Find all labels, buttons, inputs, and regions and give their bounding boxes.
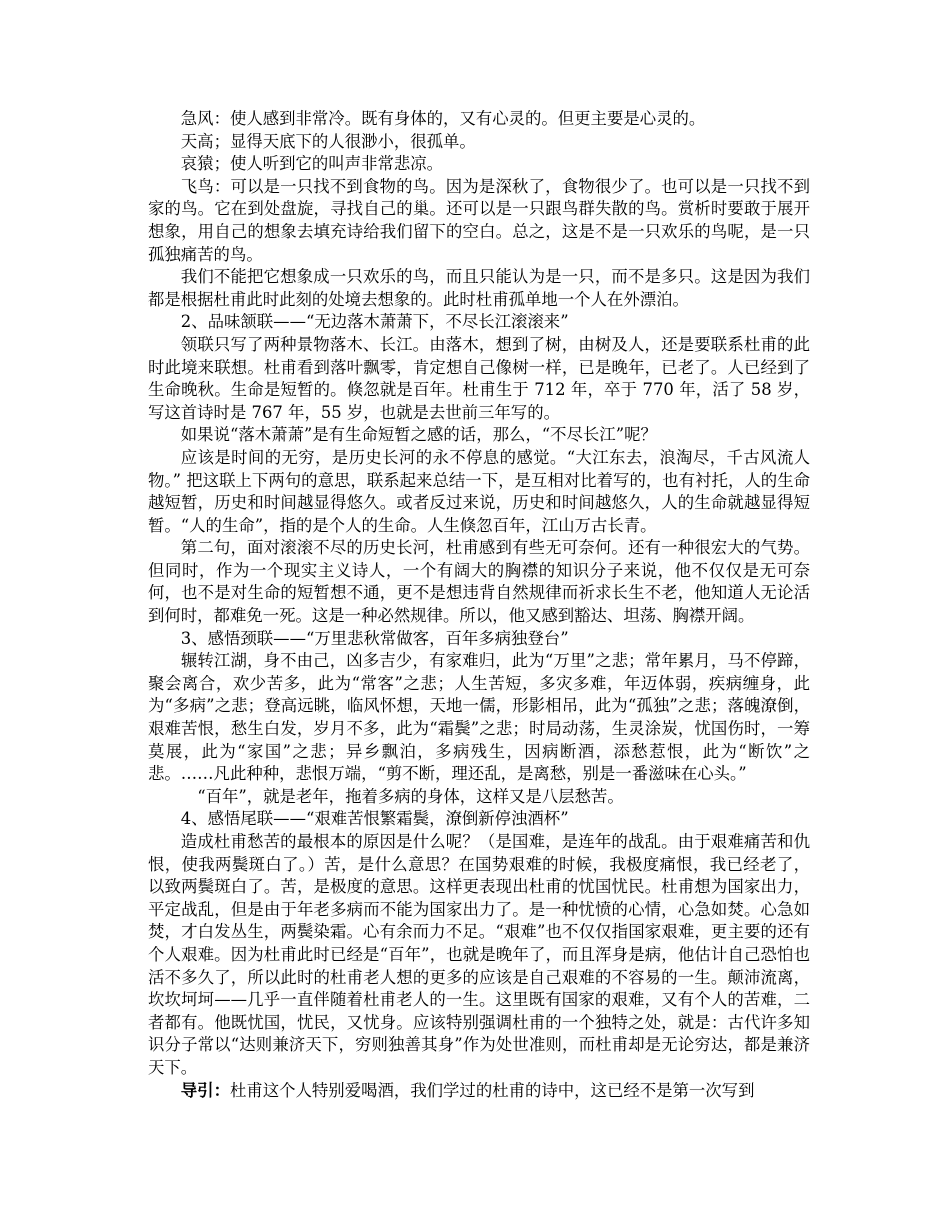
section-heading-jinglian: 3、感悟颈联——“万里悲秋常做客，百年多病独登台” [180, 628, 569, 648]
paragraph-hanlian-analysis: 领联只写了两种景物落木、长江。由落木，想到了树，由树及人，还是要联系杜甫的此时此境来联想。杜甫看到落叶飘零，肯定想自己像树一样，已是晚年，已老了。人已经到了生命晚秋。生命是短暂的。倏忽就是百年。杜甫生于 712 年，卒于 770 年，活了 58 岁，写这首诗时是 767 年，55 岁，也就是去世前三年写的。 [148, 334, 810, 422]
paragraph-fei-niao: 飞鸟：可以是一只找不到食物的鸟。因为是深秋了，食物很少了。也可以是一只找不到家的鸟。它在到处盘旋，寻找自己的巢。还可以是一只跟鸟群失散的鸟。赏析时要敢于展开想象，用自己的想象去填充诗给我们留下的空白。总之，这是不是一只欢乐的鸟呢，是一只孤独痛苦的鸟。 [148, 176, 810, 264]
document-page [148, 108, 810, 1102]
guide-label: 导引： [180, 1080, 230, 1100]
paragraph-jinglian-analysis: 辗转江湖，身不由己，凶多吉少，有家难归，此为“万里”之悲；常年累月，马不停蹄，聚会离合，欢少苦多，此为“常客”之悲；人生苦短，多灾多难，年迈体弱，疾病缠身，此为“多病”之悲；登高远眺，临风怀想，天地一儒，形影相吊，此为“孤独”之悲；落魄潦倒，艰难苦恨，愁生白发，岁月不多，此为“霜鬓”之悲；时局动荡，生灵涂炭，忧国伤时，一筹莫展，此为“家国”之悲；异乡飘泊，多病残生，因病断酒，添愁惹恨，此为“断饮”之悲。……凡此种种，悲恨万端，“剪不断，理还乱，是离愁，别是一番滋味在心头。” [148, 651, 810, 784]
paragraph-bainian: “百年”，就是老年，拖着多病的身体，这样又是八层愁苦。 [197, 786, 624, 806]
paragraph-bird-imagination: 我们不能把它想象成一只欢乐的鸟，而且只能认为是一只，而不是多只。这是因为我们都是根据杜甫此时此刻的处境去想象的。此时杜甫孤单地一个人在外漂泊。 [148, 267, 810, 309]
paragraph-ji-feng: 急风：使人感到非常冷。既有身体的，又有心灵的。但更主要是心灵的。 [180, 109, 706, 128]
paragraph-time-infinite: 应该是时间的无穷，是历史长河的永不停息的感觉。“大江东去，浪淘尽，千古风流人物。” 把这联上下两句的意思，联系起来总结一下，是互相对比着写的，也有衬托，人的生命越短暂，历史和时间越显得悠久。或者反过来说，历史和时间越悠久，人的生命就越显得短暂。“人的生命”，指的是个人的生命。人生倏忽百年，江山万古长青。 [148, 447, 810, 535]
guide-text: 杜甫这个人特别爱喝酒，我们学过的杜甫的诗中，这已经不是第一次写到 [229, 1080, 755, 1100]
paragraph-tian-gao: 天高；显得天底下的人很渺小，很孤单。 [180, 131, 476, 151]
paragraph-guide [148, 1080, 810, 1103]
paragraph-changjiang-question: 如果说“落木萧萧”是有生命短暂之感的话，那么，“不尽长江”呢？ [180, 425, 657, 445]
section-heading-weilian: 4、感悟尾联——“艰难苦恨繁霜鬓，潦倒新停浊酒杯” [180, 809, 569, 829]
section-heading-hanlian: 2、品味颔联——“无边落木萧萧下，不尽长江滚滚来” [180, 312, 569, 332]
paragraph-second-line: 第二句，面对滚滚不尽的历史长河，杜甫感到有些无可奈何。还有一种很宏大的气势。但同时，作为一个现实主义诗人，一个有阔大的胸襟的知识分子来说，他不仅仅是无可奈何，也不是对生命的短暂想不通，更不是想违背自然规律而祈求长生不老，他知道人无论活到何时，都难免一死。这是一种必然规律。所以，他又感到豁达、坦荡、胸襟开阔。 [148, 538, 810, 626]
paragraph-weilian-analysis: 造成杜甫愁苦的最根本的原因是什么呢？（是国难，是连年的战乱。由于艰难痛苦和仇恨，使我两鬓斑白了。）苦，是什么意思？在国势艰难的时候，我极度痛恨，我已经老了，以致两鬓斑白了。苦，是极度的意思。这样更表现出杜甫的忧国忧民。杜甫想为国家出力，平定战乱，但是由于年老多病而不能为国家出力了。是一种忧愤的心情，心急如焚。心急如焚，才白发丛生，两鬓染霜。心有余而力不足。“艰难”也不仅仅指国家艰难，更主要的还有个人艰难。因为杜甫此时已经是“百年”，也就是晚年了，而且浑身是病，他估计自己恐怕也活不多久了，所以此时的杜甫老人想的更多的应该是自己艰难的不容易的一生。颠沛流离，坎坎坷坷——几乎一直伴随着杜甫老人的一生。这里既有国家的艰难，又有个人的苦难，二者都有。他既忧国，忧民，又忧身。应该特别强调杜甫的一个独特之处，就是：古代许多知识分子常以“达则兼济天下，穷则独善其身”作为处世准则，而杜甫却是无论穷达，都是兼济天下。 [148, 832, 810, 1077]
paragraph-ai-yuan: 哀猿；使人听到它的叫声非常悲凉。 [180, 154, 444, 174]
